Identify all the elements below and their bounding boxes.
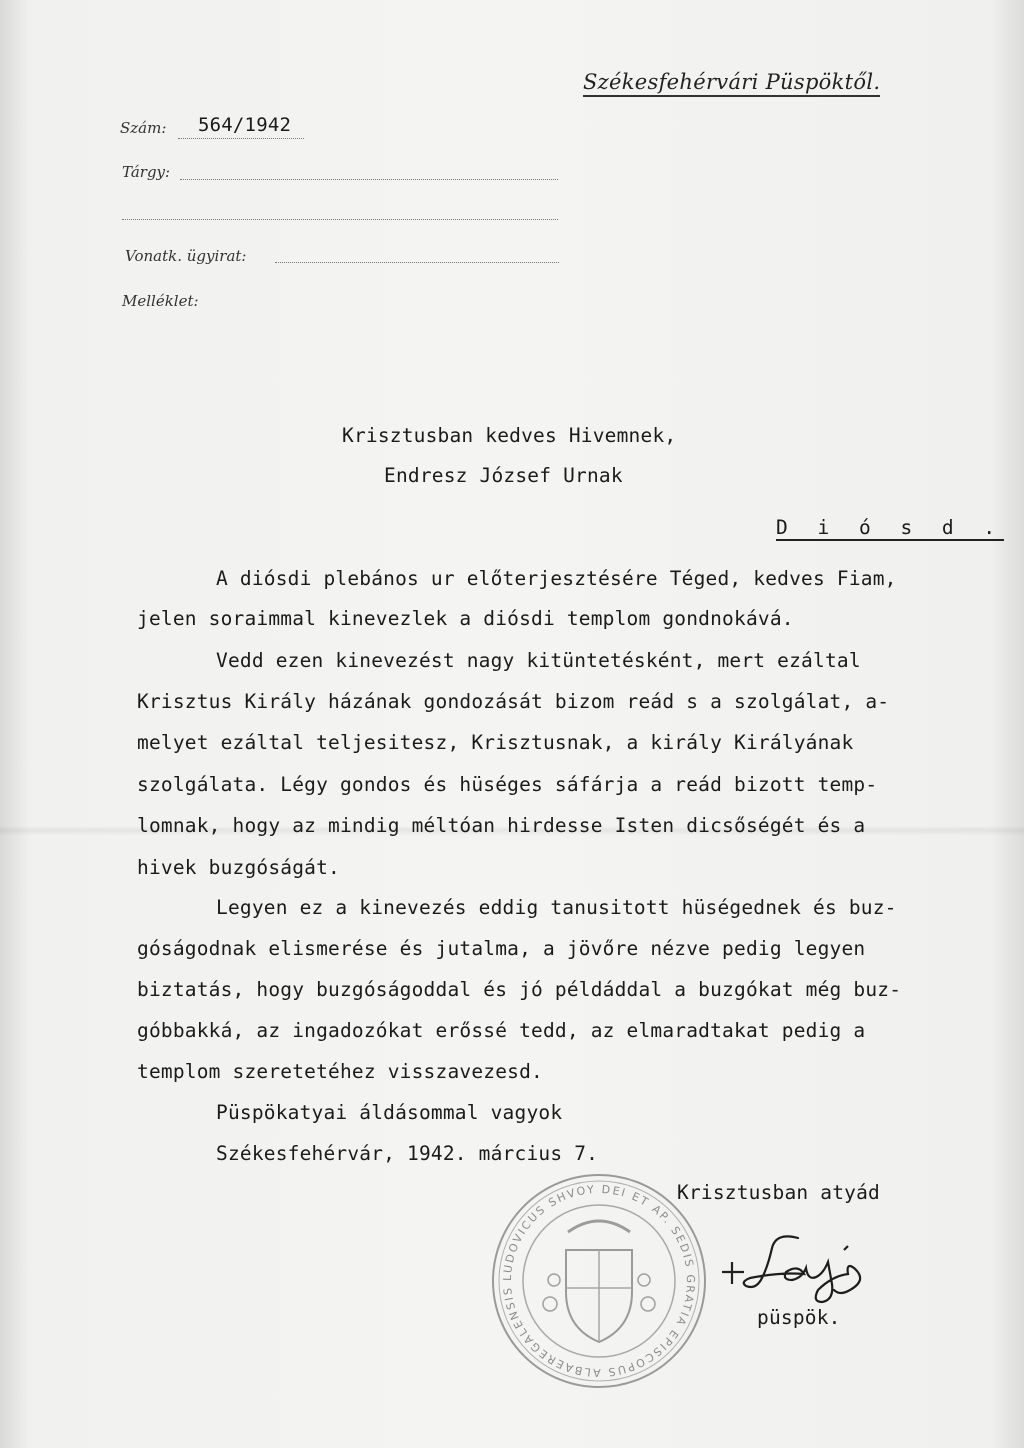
reference-number: 564/1942 <box>198 114 292 136</box>
related-label: Vonatk. ügyirat: <box>125 247 247 265</box>
recipient-place: D i ó s d . <box>776 516 1005 539</box>
body-line-10: góságodnak elismerése és jutalma, a jövőre nézve pedig legyen <box>137 937 866 960</box>
body-line-4: Krisztus Király házának gondozását bizom reád s a szolgálat, a- <box>137 690 890 713</box>
body-line-3: Vedd ezen kinevezést nagy kitüntetésként, mert ezáltal <box>216 649 861 672</box>
body-line-5: melyet ezáltal teljesitesz, Krisztusnak, a király Királyának <box>137 731 854 754</box>
closing-blessing: Püspökatyai áldásommal vagyok <box>216 1101 563 1124</box>
salutation-line: Krisztusban kedves Hivemnek, <box>342 424 677 447</box>
subject-dotted-line-2 <box>122 219 558 220</box>
body-line-6: szolgálata. Légy gondos és hüséges sáfárja a reád bizott temp- <box>137 773 878 796</box>
closing-place-date: Székesfehérvár, 1942. március 7. <box>216 1142 599 1165</box>
attachment-label: Melléklet: <box>122 292 199 310</box>
number-label: Szám: <box>120 119 167 137</box>
recipient-name: Endresz József Urnak <box>384 464 623 487</box>
body-line-1: A diósdi plebános ur előterjesztésére Téged, kedves Fiam, <box>216 567 897 590</box>
body-line-12: góbbakká, az ingadozókat erőssé tedd, az elmaradtakat pedig a <box>137 1019 866 1042</box>
number-dotted-line <box>178 138 304 139</box>
closing-signoff: Krisztusban atyád <box>677 1181 880 1204</box>
related-dotted-line <box>275 262 559 263</box>
handwritten-signature-icon <box>718 1220 898 1310</box>
episcopal-seal-icon <box>488 1170 710 1392</box>
subject-dotted-line <box>180 179 558 180</box>
body-line-8: hivek buzgóságát. <box>137 856 340 879</box>
body-line-9: Legyen ez a kinevezés eddig tanusitott hüségednek és buz- <box>216 896 897 919</box>
body-line-13: templom szeretetéhez visszavezesd. <box>137 1060 543 1083</box>
body-line-2: jelen soraimmal kinevezlek a diósdi templom gondnokává. <box>137 607 794 630</box>
body-line-7: lomnak, hogy az mindig méltóan hirdesse Isten dicsőségét és a <box>137 814 866 837</box>
signatory-title: püspök. <box>757 1306 841 1329</box>
subject-label: Tárgy: <box>122 163 171 181</box>
body-line-11: biztatás, hogy buzgóságoddal és jó példáddal a buzgókat még buz- <box>137 978 902 1001</box>
seal-legend: LUDOVICUS SHVOY DEI ET AP. SEDIS GRATIA EPISCOPUS ALBAEREGALENSIS <box>500 1182 698 1380</box>
letterhead-title: Székesfehérvári Püspöktől. <box>583 70 880 97</box>
